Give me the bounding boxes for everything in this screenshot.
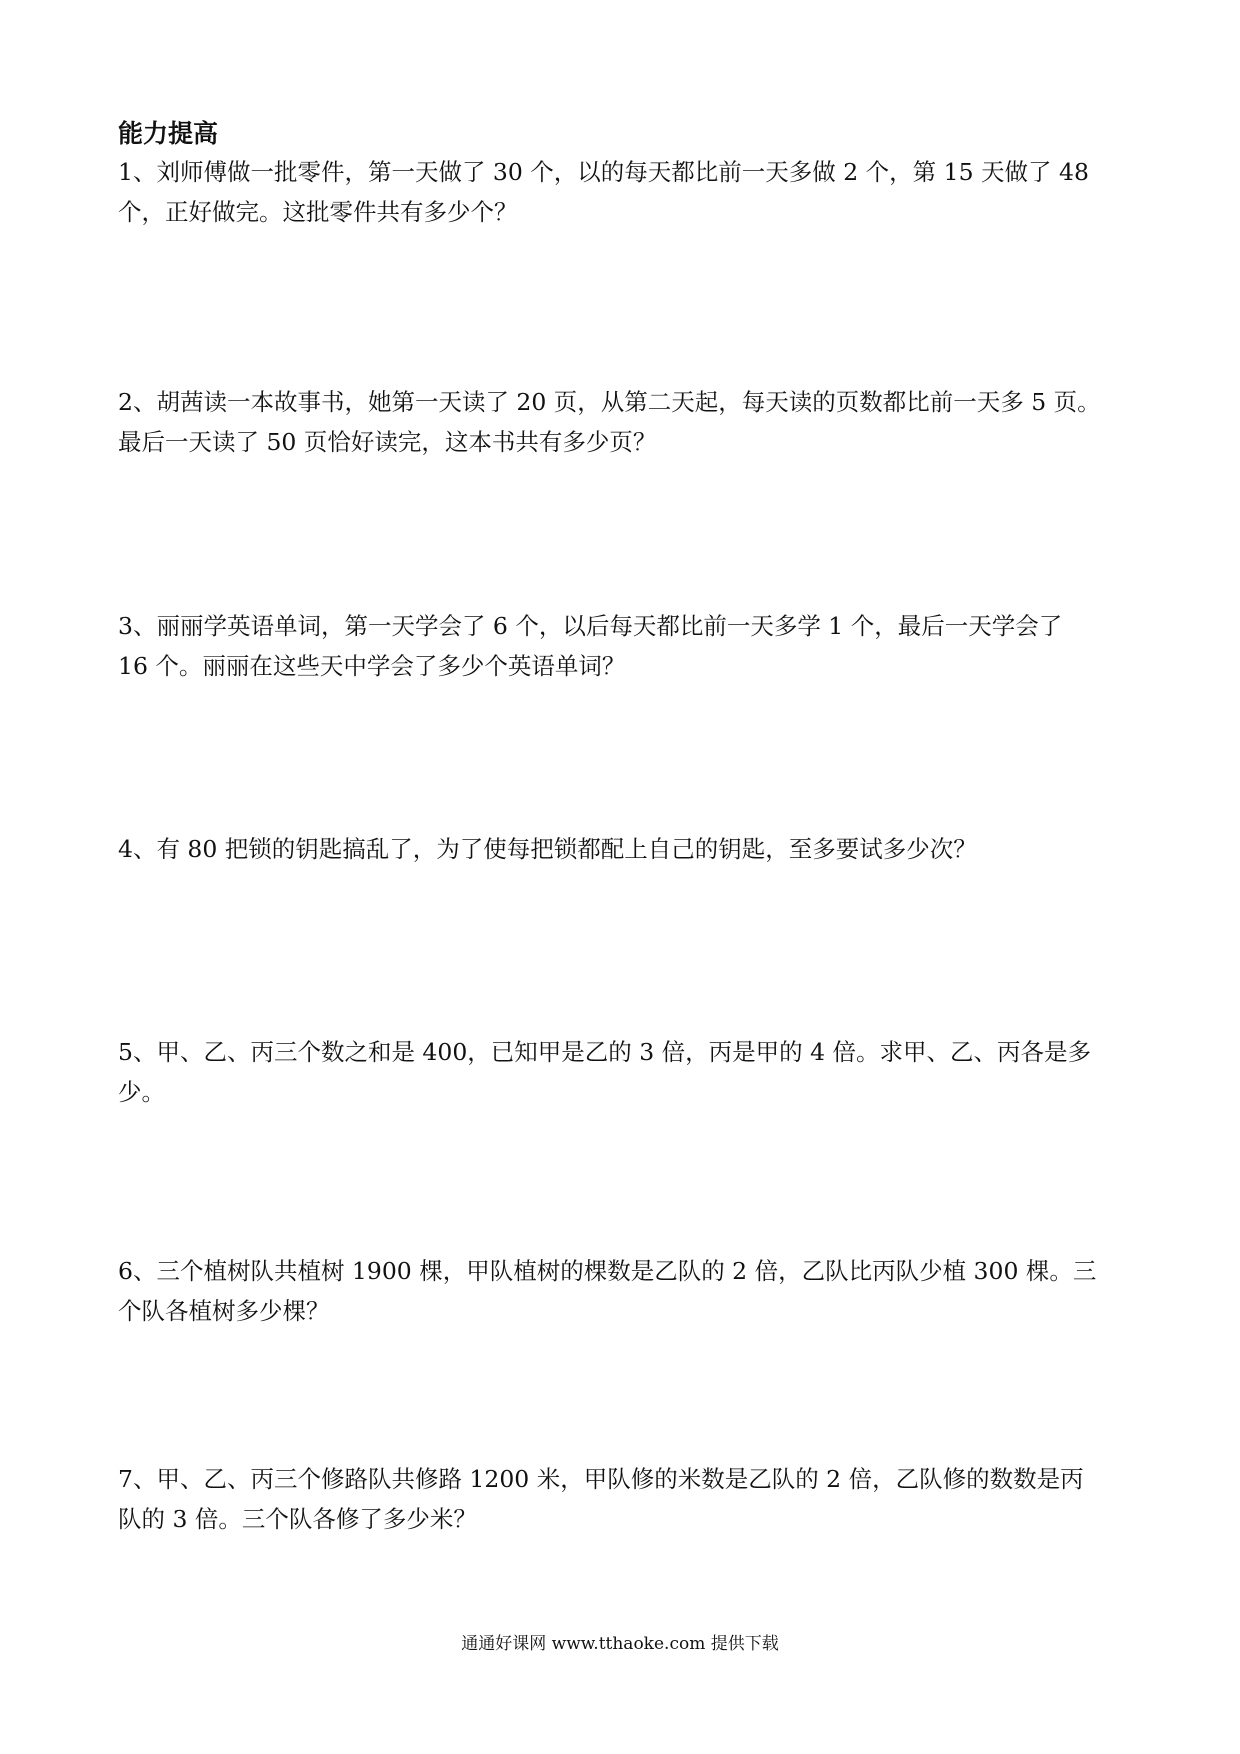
problem-line: 6、三个植树队共植树 1900 棵，甲队植树的棵数是乙队的 2 倍，乙队比丙队少植 300 棵。三 [118, 1257, 1097, 1285]
problem-line: 5、甲、乙、丙三个数之和是 400，已知甲是乙的 3 倍，丙是甲的 4 倍。求甲、乙、丙各是多 [118, 1038, 1092, 1066]
page-footer: 通通好课网 www.tthaoke.com 提供下载 [461, 1634, 779, 1654]
problem-5 [118, 1032, 1128, 1112]
problem-7 [118, 1459, 1128, 1539]
problem-line: 7、甲、乙、丙三个修路队共修路 1200 米，甲队修的米数是乙队的 2 倍，乙队修的数数是丙 [118, 1465, 1084, 1493]
problem-line: 个队各植树多少棵？ [118, 1297, 330, 1325]
problem-4 [118, 829, 1128, 869]
problem-3 [118, 606, 1128, 686]
section-title: 能力提高 [118, 119, 219, 148]
problem-line: 少。 [118, 1078, 165, 1106]
problem-line: 个，正好做完。这批零件共有多少个？ [118, 198, 518, 226]
problem-6 [118, 1251, 1128, 1331]
problem-line: 4、有 80 把锁的钥匙搞乱了，为了使每把锁都配上自己的钥匙，至多要试多少次？ [118, 835, 977, 863]
problem-line: 最后一天读了 50 页恰好读完，这本书共有多少页？ [118, 428, 657, 456]
problem-line: 队的 3 倍。三个队各修了多少米？ [118, 1505, 477, 1533]
problem-2 [118, 382, 1128, 462]
problem-line: 2、胡茜读一本故事书，她第一天读了 20 页，从第二天起，每天读的页数都比前一天多 5 页。 [118, 388, 1101, 416]
problem-line: 16 个。丽丽在这些天中学会了多少个英语单词？ [118, 652, 626, 680]
problem-line: 1、刘师傅做一批零件，第一天做了 30 个，以的每天都比前一天多做 2 个，第 15 天做了 48 [118, 158, 1089, 186]
problem-1 [118, 152, 1128, 232]
problem-line: 3、丽丽学英语单词，第一天学会了 6 个，以后每天都比前一天多学 1 个，最后一天学会了 [118, 612, 1063, 640]
